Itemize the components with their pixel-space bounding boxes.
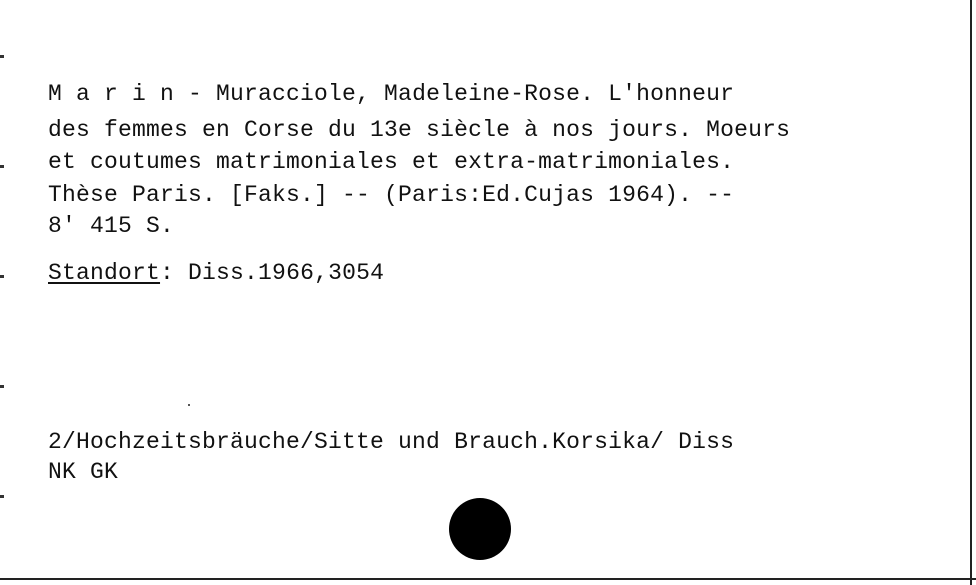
card-bottom-edge — [0, 578, 976, 580]
card-left-edge — [0, 0, 4, 585]
entry-line-4: Thèse Paris. [Faks.] -- (Paris:Ed.Cujas 1964). -- — [48, 182, 735, 208]
location-line — [48, 259, 384, 287]
subject-line-1: 2/Hochzeitsbräuche/Sitte und Brauch.Korsika/ Diss — [48, 429, 735, 455]
entry-line-2: des femmes en Corse du 13e siècle à nos jours. Moeurs — [48, 117, 791, 143]
author-name-rest: Muracciole, Madeleine-Rose. L'honneur — [216, 81, 735, 107]
punch-hole — [449, 498, 511, 560]
location-label: Standort — [48, 260, 161, 286]
entry-line-3: et coutumes matrimoniales et extra-matrimoniales. — [48, 149, 735, 175]
location-separator: : — [160, 260, 189, 286]
entry-line-5: 8' 415 S. — [48, 213, 175, 239]
location-value: Diss.1966,3054 — [188, 260, 385, 286]
entry-line-1 — [48, 80, 734, 108]
subject-line-2: NK GK — [48, 459, 119, 485]
author-surname-spaced: M a r i n - — [48, 81, 217, 107]
card-right-edge — [970, 0, 972, 585]
paper-speck — [188, 404, 190, 406]
